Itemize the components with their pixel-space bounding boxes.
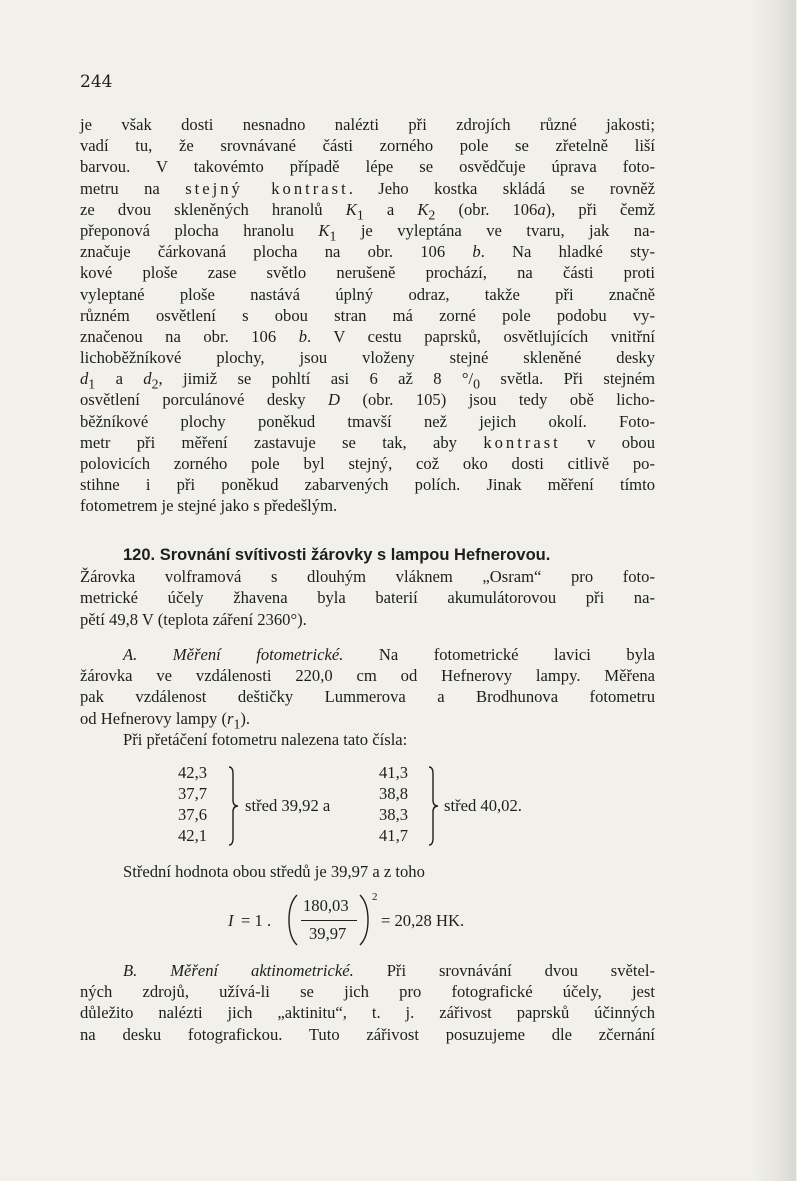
part-b-label: B. Měření aktinometrické. bbox=[123, 961, 354, 980]
section-heading: 120. Srovnání svítivosti žárovky s lampou Hefnerovou. bbox=[123, 546, 551, 564]
left-value: 37,7 bbox=[178, 784, 208, 803]
text-line: stihne i při poněkud zabarvených polích. Jinak měření tímto bbox=[80, 475, 655, 495]
text-line: značuje čárkovaná plocha na obr. 106 b. Na hladké sty- bbox=[80, 242, 655, 262]
text-line: pak vzdálenost deštičky Lummerova a Brodhunova fotometru bbox=[80, 687, 655, 707]
page-gutter-shadow bbox=[752, 0, 796, 1181]
spaced-term: kontrast bbox=[483, 432, 561, 452]
text-line: různém osvětlení s obou stran má zorné pole podobu vy- bbox=[80, 305, 655, 325]
fraction-bar bbox=[301, 920, 357, 921]
text-line: metr při měření zastavuje se tak, aby kontrast v obou bbox=[80, 432, 655, 452]
part-b-actinometric bbox=[80, 960, 655, 1045]
left-mean: střed 39,92 a bbox=[245, 796, 331, 815]
text-line: barvou. V takovémto případě lépe se osvědčuje úprava foto- bbox=[80, 157, 655, 177]
right-mean: střed 40,02. bbox=[444, 796, 522, 815]
part-a-label: A. Měření fotometrické. bbox=[123, 645, 344, 664]
paragraph-contrast-photometer bbox=[80, 114, 655, 517]
left-paren bbox=[287, 893, 299, 947]
text-line: na desku fotografickou. Tuto zářivost posuzujeme dle zčernání bbox=[80, 1024, 655, 1044]
text-line: kové ploše zase světlo nerušeně prochází, na části proti bbox=[80, 263, 655, 283]
text-line: polovicích zorného pole byl stejný, což oko dosti citlivě po- bbox=[80, 454, 655, 473]
text-line: fotometrem je stejné jako s předešlým. bbox=[80, 496, 338, 516]
text-line: A. Měření fotometrické. Na fotometrické lavici byla bbox=[123, 645, 655, 664]
text-line: značenou na obr. 106 b. V cestu paprsků, osvětlujících vnitřní bbox=[80, 326, 656, 346]
part-a-photometric bbox=[80, 644, 655, 750]
text-line: pětí 49,8 V (teplota záření 2360°). bbox=[80, 609, 307, 629]
text-line: Při přetáčení fotometru nalezena tato čísla: bbox=[123, 729, 408, 749]
text-line: osvětlení porculánové desky D (obr. 105) jsou tedy obě licho- bbox=[80, 390, 655, 410]
text-line: metrické účely žhavena byla baterií akumulátorovou při na- bbox=[80, 588, 655, 608]
text-line: ze dvou skleněných hranolů $K_1$ a $K_2$ (obr. 106a), při čemž bbox=[80, 199, 655, 223]
formula-exponent: 2 bbox=[372, 891, 378, 903]
section-120 bbox=[80, 545, 655, 630]
left-value: 42,1 bbox=[178, 826, 208, 845]
spaced-term: stejný kontrast bbox=[185, 178, 349, 198]
left-values bbox=[178, 762, 207, 846]
formula-numerator: 180,03 bbox=[303, 896, 349, 915]
text-line: lichoběžníkové plochy, jsou vloženy stejné skleněné desky bbox=[80, 348, 655, 368]
result-paragraph bbox=[80, 861, 655, 882]
right-paren bbox=[358, 893, 370, 947]
text-line: důležito nalézti jich „aktinitu“, t. j. zářivost paprsků účinných bbox=[80, 1003, 655, 1023]
text-line: vyleptané ploše nastává úplný odraz, takže při značně bbox=[80, 284, 655, 304]
text-line: žárovka ve vzdálenosti 220,0 cm od Hefnerovy lampy. Měřena bbox=[80, 666, 655, 686]
left-value: 42,3 bbox=[178, 763, 208, 782]
text-line: Žárovka volframová s dlouhým vláknem „Osram“ pro foto- bbox=[80, 567, 655, 587]
text-line: přeponová plocha hranolu $K_1$ je vyleptána ve tvaru, jak na- bbox=[80, 220, 655, 244]
text-line: ných zdrojů, užívá-li se jich pro fotografické účely, jest bbox=[80, 982, 655, 1002]
text-line: metru na stejný kontrast. Jeho kostka skládá se rovněž bbox=[80, 178, 655, 198]
text-line: B. Měření aktinometrické. Při srovnávání dvou světel- bbox=[123, 961, 656, 980]
left-brace bbox=[226, 766, 240, 846]
right-brace bbox=[426, 766, 440, 846]
formula-symbol: I bbox=[228, 911, 234, 930]
text-line: $d_1$ a $d_2$, jimiž se pohltí asi 6 až 8 $^\circ/_0$ světla. Při stejném bbox=[80, 369, 655, 392]
text-line: běžníkové plochy poněkud tmavší než jejich okolí. Foto- bbox=[80, 411, 655, 431]
text-line: od Hefnerovy lampy $(r_1)$. bbox=[80, 708, 251, 731]
left-value: 37,6 bbox=[178, 805, 208, 824]
formula-eq1: = 1 . bbox=[241, 911, 272, 930]
page-number: 244 bbox=[80, 72, 113, 92]
right-value: 38,8 bbox=[379, 784, 409, 803]
right-value: 38,3 bbox=[379, 805, 409, 824]
right-value: 41,3 bbox=[379, 763, 409, 782]
formula-denominator: 39,97 bbox=[309, 924, 347, 943]
text-line: je však dosti nesnadno nalézti při zdrojích různé jakosti; bbox=[80, 115, 655, 134]
text-line: Střední hodnota obou středů je 39,97 a z toho bbox=[123, 862, 425, 881]
formula-eq2: = 20,28 HK. bbox=[381, 911, 465, 930]
right-values bbox=[379, 762, 408, 846]
text-line: vadí tu, že srovnávané části zorného pole se zřetelně liší bbox=[80, 136, 655, 156]
right-value: 41,7 bbox=[379, 826, 409, 845]
